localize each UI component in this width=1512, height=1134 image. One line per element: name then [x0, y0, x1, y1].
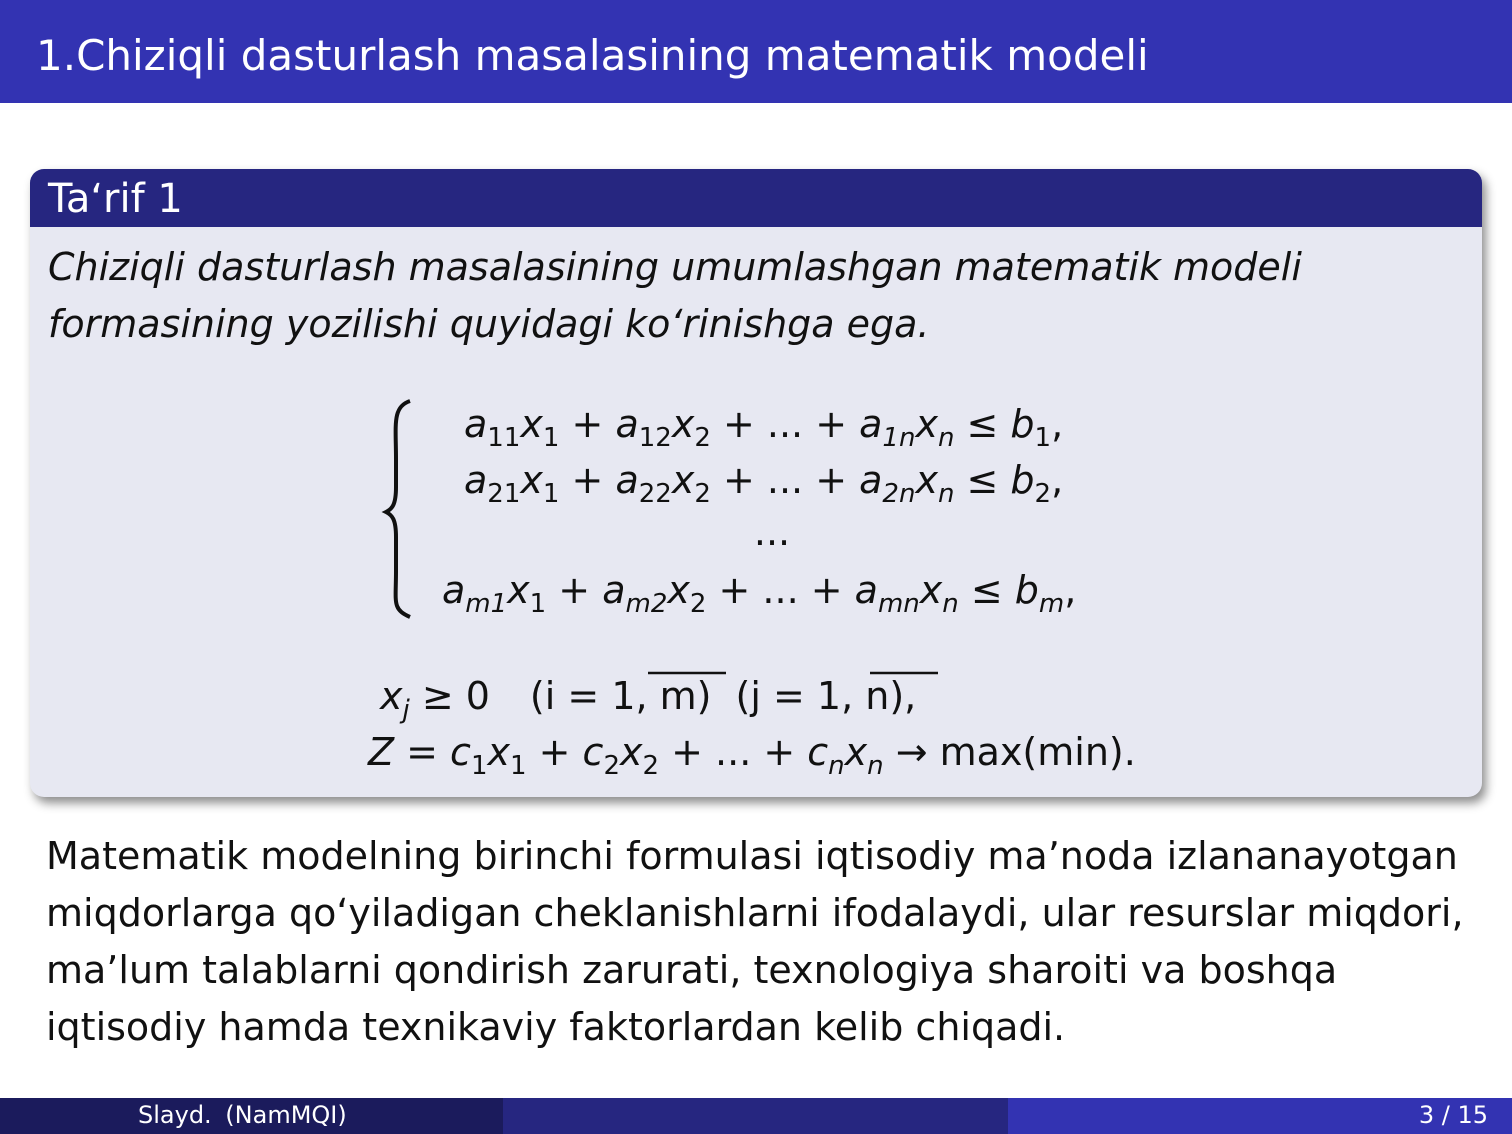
constraint-row-m: $a_{m1}x_1 + a_{m2}x_2$ + ... + $a_{mn}x_n \le b_m$, — [442, 568, 1077, 619]
frame-title-bar — [0, 0, 1512, 103]
footer-left-segment — [0, 1098, 503, 1134]
page-number: 3 / 15 — [1418, 1101, 1488, 1129]
definition-title: Ta‘rif 1 — [48, 176, 183, 222]
constraint-row-1: $a_{11}x_1 + a_{12}x_2$ + ... + $a_{1n}x_n \le b_1$, — [464, 402, 1064, 453]
footer-bar — [0, 1098, 1512, 1134]
constraint-row-2: $a_{21}x_1 + a_{22}x_2$ + ... + $a_{2n}x_n \le b_2$, — [464, 458, 1064, 509]
definition-block — [30, 169, 1482, 797]
constraint-row-dots: ... — [753, 510, 791, 554]
explanation-paragraph — [46, 828, 1486, 1056]
paragraph-line: iqtisodiy hamda texnikaviy faktorlardan kelib chiqadi. — [46, 1005, 1066, 1049]
objective-function: $Z = c_1x_1 + c_2x_2$ + ... + $c_nx_n \to \max(\min)$. — [368, 730, 1136, 781]
nonnegativity-condition: $x_j \ge 0$ (i = 1, m) (j = 1, n), — [380, 674, 917, 725]
frame-title: 1.Chiziqli dasturlash masalasining matematik modeli — [36, 31, 1149, 80]
footer-middle-segment — [503, 1098, 1008, 1134]
footer-right-segment — [1008, 1098, 1512, 1134]
paragraph-line: Matematik modelning birinchi formulasi iqtisodiy ma’noda izlananayotgan — [46, 834, 1458, 878]
paragraph-line: ma’lum talablarni qondirish zarurati, texnologiya sharoiti va boshqa — [46, 948, 1338, 992]
definition-text-line: formasining yozilishi quyidagi ko‘rinishga ega. — [48, 302, 930, 346]
definition-text-line: Chiziqli dasturlash masalasining umumlashgan matematik modeli — [48, 245, 1302, 289]
paragraph-line: miqdorlarga qo‘yiladigan cheklanishlarni ifodalaydi, ular resurslar miqdori, — [46, 891, 1464, 935]
system-brace — [386, 401, 410, 617]
constraint-system-formula — [30, 169, 1482, 797]
footer-author: Slayd. (NamMQI) — [138, 1101, 347, 1129]
